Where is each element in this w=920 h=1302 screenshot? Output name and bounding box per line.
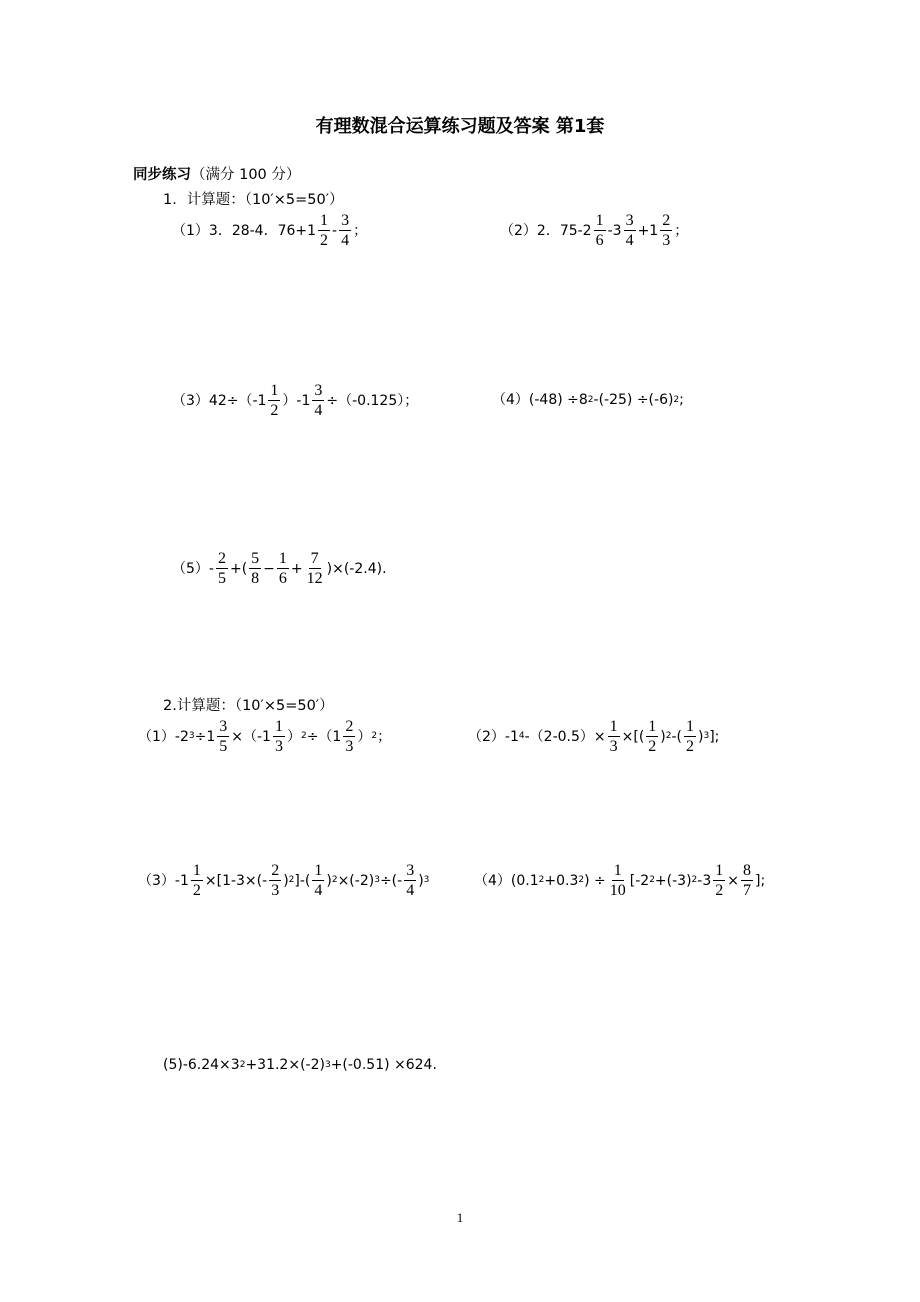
fraction [249, 550, 261, 587]
exponent: 3 [324, 1059, 331, 1070]
part2-problem-2 [468, 718, 719, 755]
exponent: 3 [374, 875, 380, 885]
fraction-denominator: 5 [219, 738, 228, 755]
fraction [217, 718, 229, 755]
part1-problem-1 [172, 212, 367, 249]
problem-text: ) ÷ [584, 872, 606, 889]
fraction [608, 862, 628, 899]
exponent: 3 [703, 731, 710, 741]
problem-text: （2）2．75-2 [500, 222, 592, 239]
problem-text: ) [660, 728, 666, 745]
fraction [660, 212, 672, 249]
fraction-denominator: 4 [625, 232, 634, 249]
exponent: 2 [691, 875, 698, 885]
fraction-numerator: 3 [406, 862, 415, 879]
fraction-denominator: 2 [686, 738, 694, 755]
exponent: 2 [239, 1059, 246, 1070]
problem-text: ）-1 [282, 392, 311, 409]
page-title: 有理数混合运算练习题及答案 第1套 [315, 116, 605, 137]
exponent: 2 [371, 731, 378, 741]
fraction-numerator: 3 [625, 212, 634, 229]
problem-text: （3）-1 [138, 872, 189, 889]
fraction [305, 550, 325, 587]
problem-text: ； [377, 728, 392, 745]
fraction-denominator: 2 [270, 402, 279, 419]
problem-text: + [290, 560, 303, 577]
fraction [191, 862, 203, 899]
fraction-denominator: 2 [648, 738, 657, 755]
page-number: 1 [456, 1210, 464, 1225]
fraction-numerator: 7 [310, 550, 319, 567]
part2-problem-1 [138, 718, 391, 755]
fraction [343, 718, 355, 755]
problem-text: (5)-6.24×3 [163, 1057, 240, 1073]
problem-text: - [332, 222, 338, 239]
problem-text: +( [229, 560, 248, 577]
part2-heading: 2.计算题：（10′×5=50′） [163, 698, 334, 714]
problem-text: -3 [607, 222, 622, 239]
fraction [216, 550, 228, 587]
problem-text: )×(-2.4). [326, 560, 387, 577]
fraction-denominator: 5 [217, 570, 226, 587]
fraction-numerator: 1 [320, 212, 329, 229]
fraction-numerator: 3 [341, 212, 350, 229]
problem-text: × [727, 872, 739, 889]
fraction-denominator: 12 [306, 570, 323, 587]
problem-text: ) [326, 872, 332, 889]
problem-text: ) [698, 728, 704, 745]
fraction [594, 212, 606, 249]
part1-problem-3 [172, 382, 418, 419]
fraction-numerator: 8 [742, 862, 751, 879]
problem-text: （2）-1 [468, 728, 519, 745]
problem-text: ； [674, 222, 689, 239]
problem-text: − [263, 560, 275, 577]
section-name: 同步练习 [133, 167, 191, 183]
fraction [339, 212, 351, 249]
fraction [318, 212, 330, 249]
fraction [277, 550, 289, 587]
problem-text: （5）- [172, 560, 214, 577]
fraction-numerator: 2 [662, 212, 671, 229]
problem-text: ×[( [621, 728, 645, 745]
exponent: 2 [578, 875, 585, 885]
fraction [273, 718, 285, 755]
fraction-numerator: 1 [270, 382, 279, 399]
fraction-denominator: 3 [662, 232, 671, 249]
fraction-numerator: 1 [609, 718, 618, 735]
part1-problem-4 [492, 393, 684, 407]
fraction-numerator: 1 [192, 862, 201, 879]
section-header [133, 163, 300, 184]
fraction-denominator: 6 [595, 232, 604, 249]
problem-text: ） [286, 728, 301, 745]
fraction [741, 862, 753, 899]
exponent: 2 [288, 875, 295, 885]
problem-text: ×（-1 [231, 728, 271, 745]
part2-problem-5 [163, 1058, 437, 1072]
fraction-numerator: 1 [595, 212, 604, 229]
fraction-denominator: 3 [274, 738, 283, 755]
exponent: 2 [300, 731, 307, 741]
problem-text: ×[1-3×(- [204, 872, 268, 889]
fraction-numerator: 1 [686, 718, 694, 735]
fraction [624, 212, 636, 249]
fraction [312, 382, 324, 419]
fraction-denominator: 3 [271, 882, 280, 899]
problem-text: （1）3．28-4．76+1 [172, 222, 317, 239]
problem-text: ÷1 [194, 728, 216, 745]
fraction [608, 718, 620, 755]
fraction [646, 718, 658, 755]
fraction [312, 862, 324, 899]
exponent: 2 [649, 875, 655, 885]
fraction [713, 862, 725, 899]
fraction [268, 382, 280, 419]
exponent: 2 [538, 875, 545, 885]
problem-text: ÷（-0.125）； [326, 392, 419, 409]
problem-text: -3 [697, 872, 712, 889]
exponent: 2 [587, 394, 594, 405]
problem-text: （4）(-48) ÷8 [492, 392, 588, 408]
problem-text: +0.3 [544, 872, 579, 889]
fraction-denominator: 4 [314, 402, 323, 419]
fraction-numerator: 2 [271, 862, 280, 879]
fraction-numerator: 1 [274, 718, 283, 735]
fraction-numerator: 1 [278, 550, 287, 567]
fraction-denominator: 7 [742, 882, 751, 899]
problem-text: ÷(- [379, 872, 403, 889]
problem-text: ） [357, 728, 372, 745]
fraction-denominator: 6 [278, 570, 287, 587]
fraction-denominator: 2 [192, 882, 201, 899]
problem-text: +(-0.51) ×624. [330, 1057, 437, 1073]
problem-text: ÷（1 [306, 728, 342, 745]
exponent: 2 [665, 731, 672, 741]
exponent: 4 [518, 731, 525, 741]
section-note: （满分 100 分） [191, 167, 301, 183]
fraction-numerator: 3 [314, 382, 323, 399]
fraction-numerator: 2 [345, 718, 354, 735]
fraction-denominator: 3 [609, 738, 618, 755]
problem-text: ]; [754, 872, 766, 889]
fraction-numerator: 1 [715, 862, 724, 879]
fraction-denominator: 10 [609, 882, 626, 899]
problem-text: （3）42÷（-1 [172, 392, 267, 409]
problem-text: ]-( [294, 872, 311, 889]
fraction-numerator: 1 [613, 862, 622, 879]
fraction-numerator: 1 [314, 862, 323, 879]
fraction-denominator: 4 [406, 882, 415, 899]
part1-problem-2 [500, 212, 688, 249]
problem-text: -（2-0.5）× [524, 728, 606, 745]
problem-text: +1 [637, 222, 659, 239]
exponent: 2 [331, 875, 338, 885]
part1-problem-5 [172, 550, 387, 587]
fraction [404, 862, 416, 899]
problem-text: （4）(0.1 [474, 872, 539, 889]
fraction-denominator: 4 [341, 232, 350, 249]
exponent: 3 [188, 731, 195, 741]
part2-problem-3 [138, 862, 429, 899]
fraction-denominator: 8 [251, 570, 260, 587]
fraction-numerator: 3 [219, 718, 228, 735]
problem-text: [-2 [629, 872, 650, 889]
fraction-denominator: 2 [320, 232, 329, 249]
problem-text: -( [671, 728, 682, 745]
problem-text: ) [418, 872, 424, 889]
problem-text: ) [283, 872, 289, 889]
problem-text: ; [679, 392, 684, 408]
problem-text: ×(-2) [337, 872, 375, 889]
fraction [684, 718, 696, 755]
problem-text: （1）-2 [138, 728, 189, 745]
fraction-denominator: 3 [345, 738, 354, 755]
fraction-denominator: 2 [715, 882, 724, 899]
exponent: 2 [673, 394, 680, 405]
problem-text: -(-25) ÷(-6) [593, 392, 674, 408]
fraction-numerator: 2 [217, 550, 226, 567]
exponent: 3 [423, 875, 430, 885]
fraction-denominator: 4 [314, 882, 323, 899]
fraction [269, 862, 281, 899]
problem-text: ]; [709, 728, 720, 745]
fraction-numerator: 5 [251, 550, 260, 567]
part2-problem-4 [474, 862, 765, 899]
problem-text: ； [353, 222, 368, 239]
part1-heading: 1．计算题：（10′×5=50′） [163, 192, 344, 208]
fraction-numerator: 1 [648, 718, 657, 735]
problem-text: +(-3) [654, 872, 692, 889]
problem-text: +31.2×(-2) [245, 1057, 325, 1073]
